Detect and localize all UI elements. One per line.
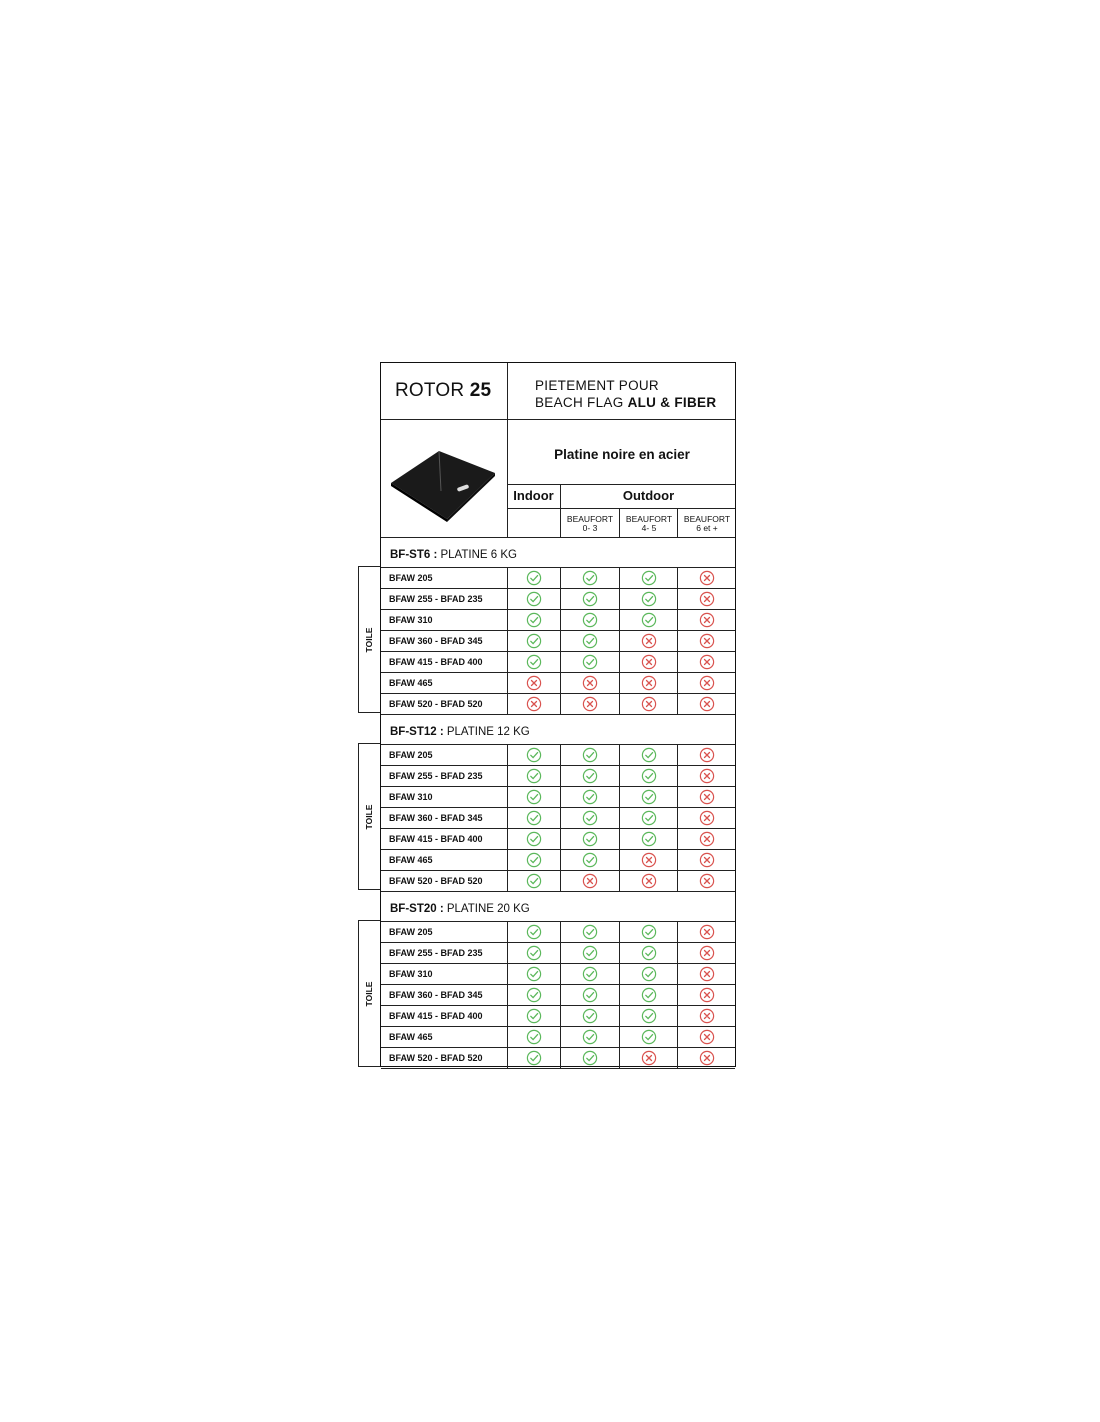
beaufort-header-2 (620, 515, 678, 533)
row-label: BFAW 520 - BFAD 520 (389, 876, 483, 886)
product-title-text: ROTOR (395, 380, 470, 401)
product-description-line1: PIETEMENT POUR (535, 378, 659, 393)
cross-circle-icon (526, 675, 542, 691)
row-label: BFAW 520 - BFAD 520 (389, 699, 483, 709)
check-circle-icon (641, 987, 657, 1003)
check-circle-icon (641, 591, 657, 607)
cross-circle-icon (699, 570, 715, 586)
check-circle-icon (641, 747, 657, 763)
cross-circle-icon (641, 633, 657, 649)
divider (677, 921, 678, 1068)
check-circle-icon (526, 570, 542, 586)
divider (619, 567, 620, 714)
divider (560, 744, 561, 891)
section-title (390, 726, 530, 738)
check-circle-icon (582, 810, 598, 826)
row-label: BFAW 360 - BFAD 345 (389, 813, 483, 823)
row-label: BFAW 520 - BFAD 520 (389, 1053, 483, 1063)
divider (381, 870, 735, 871)
cross-circle-icon (699, 1050, 715, 1066)
check-circle-icon (526, 987, 542, 1003)
divider (560, 484, 561, 537)
check-circle-icon (582, 987, 598, 1003)
row-label: BFAW 465 (389, 855, 433, 865)
beaufort-header-3 (678, 515, 736, 533)
section-code: BF-ST6 : (390, 549, 438, 561)
cross-circle-icon (699, 1008, 715, 1024)
check-circle-icon (641, 768, 657, 784)
cross-circle-icon (641, 696, 657, 712)
beaufort-3-line1: BEAUFORT (683, 514, 731, 524)
row-label: BFAW 205 (389, 573, 433, 583)
beaufort-1-line1: BEAUFORT (566, 514, 614, 524)
check-circle-icon (582, 1008, 598, 1024)
cross-circle-icon (699, 831, 715, 847)
beaufort-1-line2: 0- 3 (582, 523, 598, 533)
beaufort-3-line2: 6 et + (696, 523, 718, 533)
check-circle-icon (641, 945, 657, 961)
divider (677, 567, 678, 714)
cross-circle-icon (699, 591, 715, 607)
cross-circle-icon (641, 873, 657, 889)
cross-circle-icon (526, 696, 542, 712)
check-circle-icon (526, 654, 542, 670)
row-label: BFAW 415 - BFAD 400 (389, 657, 483, 667)
product-description-line2-text: BEACH FLAG (535, 395, 628, 410)
cross-circle-icon (699, 924, 715, 940)
cross-circle-icon (699, 747, 715, 763)
check-circle-icon (526, 591, 542, 607)
check-circle-icon (582, 966, 598, 982)
product-title-number: 25 (469, 380, 492, 401)
check-circle-icon (582, 612, 598, 628)
divider (381, 891, 735, 892)
divider (507, 921, 508, 1068)
check-circle-icon (526, 1008, 542, 1024)
divider (381, 567, 735, 568)
cross-circle-icon (699, 768, 715, 784)
section-label: PLATINE 6 KG (437, 549, 517, 561)
check-circle-icon (582, 747, 598, 763)
cross-circle-icon (699, 852, 715, 868)
divider (507, 508, 735, 509)
check-circle-icon (526, 873, 542, 889)
check-circle-icon (641, 1008, 657, 1024)
divider (619, 744, 620, 891)
check-circle-icon (641, 612, 657, 628)
section-title (390, 903, 530, 915)
cross-circle-icon (699, 987, 715, 1003)
section-title (390, 549, 517, 561)
check-circle-icon (526, 789, 542, 805)
divider (381, 1005, 735, 1006)
cross-circle-icon (641, 852, 657, 868)
divider (677, 744, 678, 891)
section-label: PLATINE 20 KG (443, 903, 530, 915)
cross-circle-icon (699, 612, 715, 628)
product-description (535, 377, 716, 411)
check-circle-icon (582, 768, 598, 784)
beaufort-header-1 (561, 515, 619, 533)
divider (381, 693, 735, 694)
cross-circle-icon (582, 675, 598, 691)
check-circle-icon (641, 966, 657, 982)
check-circle-icon (526, 810, 542, 826)
side-label: TOILE (364, 627, 374, 652)
divider (381, 849, 735, 850)
divider (381, 1047, 735, 1048)
row-label: BFAW 360 - BFAD 345 (389, 636, 483, 646)
divider (381, 963, 735, 964)
beaufort-2-line2: 4- 5 (641, 523, 657, 533)
divider (507, 484, 735, 485)
check-circle-icon (582, 591, 598, 607)
divider (381, 921, 735, 922)
divider (381, 609, 735, 610)
check-circle-icon (526, 747, 542, 763)
cross-circle-icon (699, 789, 715, 805)
row-label: BFAW 310 (389, 969, 433, 979)
cross-circle-icon (699, 654, 715, 670)
product-description-line2 (535, 394, 716, 411)
row-label: BFAW 310 (389, 792, 433, 802)
divider (381, 651, 735, 652)
check-circle-icon (582, 633, 598, 649)
section-code: BF-ST20 : (390, 903, 444, 915)
cross-circle-icon (699, 945, 715, 961)
divider (381, 1026, 735, 1027)
row-label: BFAW 415 - BFAD 400 (389, 1011, 483, 1021)
divider (381, 714, 735, 715)
divider (381, 537, 735, 538)
divider (381, 942, 735, 943)
indoor-header: Indoor (513, 488, 554, 503)
cross-circle-icon (582, 696, 598, 712)
divider (677, 508, 678, 537)
divider (381, 807, 735, 808)
row-label: BFAW 205 (389, 927, 433, 937)
row-label: BFAW 255 - BFAD 235 (389, 771, 483, 781)
product-description-line2-bold: ALU & FIBER (627, 395, 717, 410)
check-circle-icon (526, 966, 542, 982)
cross-circle-icon (699, 873, 715, 889)
base-plate-image (387, 443, 499, 523)
divider (381, 1068, 735, 1069)
check-circle-icon (641, 924, 657, 940)
divider (381, 786, 735, 787)
row-label: BFAW 360 - BFAD 345 (389, 990, 483, 1000)
divider (381, 828, 735, 829)
outdoor-header: Outdoor (622, 488, 675, 503)
row-label: BFAW 255 - BFAD 235 (389, 594, 483, 604)
row-label: BFAW 310 (389, 615, 433, 625)
check-circle-icon (582, 1050, 598, 1066)
check-circle-icon (526, 633, 542, 649)
compatibility-sheet (380, 362, 736, 1067)
cross-circle-icon (641, 675, 657, 691)
check-circle-icon (641, 570, 657, 586)
check-circle-icon (526, 612, 542, 628)
divider (507, 363, 508, 537)
check-circle-icon (641, 810, 657, 826)
divider (381, 744, 735, 745)
row-label: BFAW 415 - BFAD 400 (389, 834, 483, 844)
product-title (395, 380, 491, 402)
beaufort-2-line1: BEAUFORT (625, 514, 673, 524)
check-circle-icon (526, 831, 542, 847)
cross-circle-icon (699, 675, 715, 691)
check-circle-icon (582, 924, 598, 940)
divider (381, 672, 735, 673)
section-code: BF-ST12 : (390, 726, 444, 738)
check-circle-icon (526, 852, 542, 868)
divider (507, 744, 508, 891)
check-circle-icon (526, 924, 542, 940)
check-circle-icon (641, 831, 657, 847)
divider (381, 419, 735, 420)
cross-circle-icon (699, 696, 715, 712)
cross-circle-icon (699, 810, 715, 826)
section-label: PLATINE 12 KG (443, 726, 530, 738)
check-circle-icon (526, 945, 542, 961)
material-label: Platine noire en acier (554, 447, 690, 462)
cross-circle-icon (641, 1050, 657, 1066)
check-circle-icon (641, 1029, 657, 1045)
row-label: BFAW 255 - BFAD 235 (389, 948, 483, 958)
check-circle-icon (526, 768, 542, 784)
check-circle-icon (526, 1050, 542, 1066)
row-label: BFAW 465 (389, 1032, 433, 1042)
divider (381, 588, 735, 589)
row-label: BFAW 205 (389, 750, 433, 760)
side-label: TOILE (364, 804, 374, 829)
divider (560, 921, 561, 1068)
divider (560, 567, 561, 714)
divider (381, 984, 735, 985)
side-label: TOILE (364, 981, 374, 1006)
check-circle-icon (582, 945, 598, 961)
check-circle-icon (582, 570, 598, 586)
check-circle-icon (582, 852, 598, 868)
divider (507, 567, 508, 714)
check-circle-icon (582, 1029, 598, 1045)
divider (381, 765, 735, 766)
divider (619, 508, 620, 537)
cross-circle-icon (699, 966, 715, 982)
check-circle-icon (526, 1029, 542, 1045)
check-circle-icon (582, 654, 598, 670)
divider (619, 921, 620, 1068)
divider (381, 630, 735, 631)
check-circle-icon (582, 789, 598, 805)
cross-circle-icon (699, 633, 715, 649)
check-circle-icon (582, 831, 598, 847)
check-circle-icon (641, 789, 657, 805)
cross-circle-icon (582, 873, 598, 889)
cross-circle-icon (641, 654, 657, 670)
cross-circle-icon (699, 1029, 715, 1045)
row-label: BFAW 465 (389, 678, 433, 688)
